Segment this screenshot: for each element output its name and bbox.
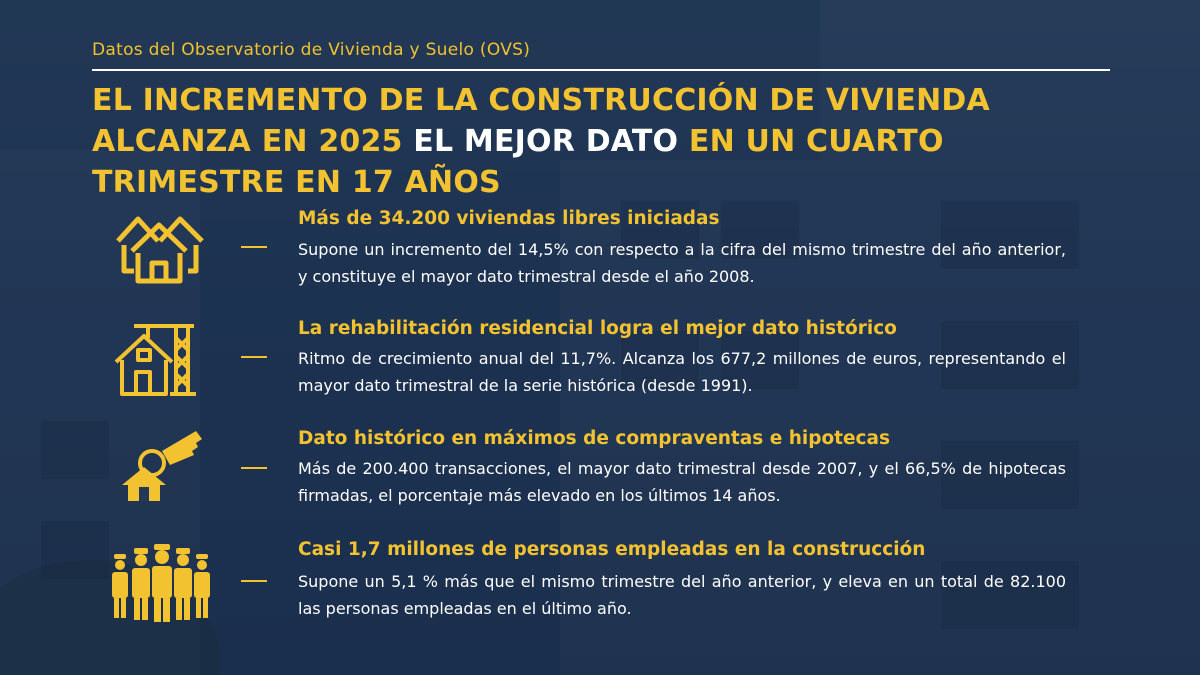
houses-icon [104,205,214,295]
house-key-icon [104,425,214,515]
item-body: Más de 200.400 transacciones, el mayor dato trimestral desde 2007, y el 66,5% de hipotecas firmadas, el porcentaje más elevado en los últimos 14 años. [298,459,1066,505]
item-body: Ritmo de crecimiento anual del 11,7%. Alcanza los 677,2 millones de euros, representando el mayor dato trimestral de la serie histórica (desde 1991). [298,349,1066,395]
item-dash [241,580,267,582]
page-title [92,80,1122,203]
item-dash [241,356,267,358]
headline-highlight: EL MEJOR DATO [413,124,679,159]
header-divider [92,69,1110,71]
item-title: La rehabilitación residencial logra el mejor dato histórico [298,318,897,339]
house-crane-icon [104,316,214,406]
item-title: Casi 1,7 millones de personas empleadas en la construcción [298,539,926,560]
item-dash [241,246,267,248]
headline-part-2: EN UN CUARTO TRIMESTRE EN 17 AÑOS [92,124,944,200]
workers-icon [104,540,214,630]
item-title: Dato histórico en máximos de compraventas e hipotecas [298,428,891,449]
item-title: Más de 34.200 viviendas libres iniciadas [298,208,720,229]
item-body: Supone un 5,1 % más que el mismo trimestre del año anterior, y eleva en un total de 82.100 las personas empleadas en el último año. [298,572,1066,618]
item-dash [241,467,267,469]
headline-part-1: EL INCREMENTO DE LA CONSTRUCCIÓN DE VIVIENDA ALCANZA EN 2025 [92,83,990,159]
subtitle: Datos del Observatorio de Vivienda y Suelo (OVS) [92,40,531,60]
item-body: Supone un incremento del 14,5% con respecto a la cifra del mismo trimestre del año anterior, y constituye el mayor dato trimestral desde el año 2008. [298,240,1066,286]
